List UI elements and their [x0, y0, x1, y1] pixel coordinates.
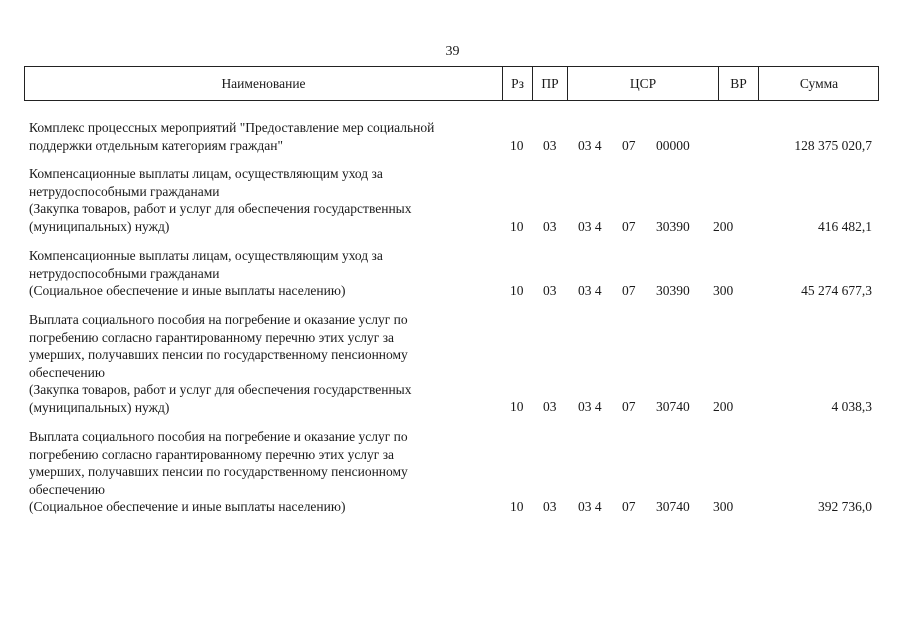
row-rz: 10	[510, 282, 524, 298]
row-csr-direction: 30740	[656, 398, 690, 414]
row-csr-subprogram: 07	[622, 282, 636, 298]
table-header	[24, 66, 879, 101]
row-csr-direction: 30390	[656, 218, 690, 234]
row-vr: 300	[713, 282, 734, 298]
row-rz: 10	[510, 218, 524, 234]
header-rz: Рз	[503, 67, 533, 100]
header-csr: ЦСР	[568, 67, 719, 100]
row-sum: 4 038,3	[831, 398, 872, 414]
row-rz: 10	[510, 137, 524, 153]
row-sum: 45 274 677,3	[801, 282, 872, 298]
table-row	[0, 119, 905, 154]
row-rz: 10	[510, 498, 524, 514]
row-csr-subprogram: 07	[622, 137, 636, 153]
table-row	[0, 428, 905, 515]
row-pr: 03	[543, 137, 557, 153]
row-pr: 03	[543, 282, 557, 298]
table-row	[0, 247, 905, 299]
row-csr-program: 03 4	[578, 398, 602, 414]
row-pr: 03	[543, 218, 557, 234]
header-name: Наименование	[25, 67, 503, 100]
row-csr-direction: 30390	[656, 282, 690, 298]
row-sum: 416 482,1	[818, 218, 872, 234]
row-name: Комплекс процессных мероприятий "Предоставление мер социальной поддержки отдельным категориям граждан"	[29, 120, 435, 153]
row-csr-direction: 30740	[656, 498, 690, 514]
row-csr-subprogram: 07	[622, 218, 636, 234]
row-csr-direction: 00000	[656, 137, 690, 153]
row-pr: 03	[543, 398, 557, 414]
row-csr-program: 03 4	[578, 498, 602, 514]
row-csr-subprogram: 07	[622, 498, 636, 514]
table-row	[0, 165, 905, 235]
table-row	[0, 311, 905, 415]
row-pr: 03	[543, 498, 557, 514]
row-csr-program: 03 4	[578, 218, 602, 234]
row-csr-program: 03 4	[578, 137, 602, 153]
page-number: 39	[445, 44, 460, 59]
row-vr: 300	[713, 498, 734, 514]
row-sum: 392 736,0	[818, 498, 872, 514]
header-vr: ВР	[719, 67, 759, 100]
header-pr: ПР	[533, 67, 568, 100]
row-name: Выплата социального пособия на погребение и оказание услуг по погребению согласно гарантированному перечню этих услуг за умерших, получавших пенсии по государственному пенсионному обеспечению (Закупка товаров, работ и услуг для обеспечения государственных (муниципальных) нужд)	[29, 312, 412, 415]
row-rz: 10	[510, 398, 524, 414]
row-vr: 200	[713, 398, 734, 414]
row-name: Компенсационные выплаты лицам, осуществляющим уход за нетрудоспособными гражданами (Закупка товаров, работ и услуг для обеспечения государственных (муниципальных) нужд)	[29, 166, 412, 234]
row-name: Выплата социального пособия на погребение и оказание услуг по погребению согласно гарантированному перечню этих услуг за умерших, получавших пенсии по государственному пенсионному обеспечению (Социальное обеспечение и иные выплаты населению)	[29, 429, 408, 514]
row-name: Компенсационные выплаты лицам, осуществляющим уход за нетрудоспособными гражданами (Социальное обеспечение и иные выплаты населению)	[29, 248, 383, 298]
row-csr-program: 03 4	[578, 282, 602, 298]
row-vr: 200	[713, 218, 734, 234]
row-sum: 128 375 020,7	[794, 137, 872, 153]
header-sum: Сумма	[799, 76, 839, 91]
row-csr-subprogram: 07	[622, 398, 636, 414]
